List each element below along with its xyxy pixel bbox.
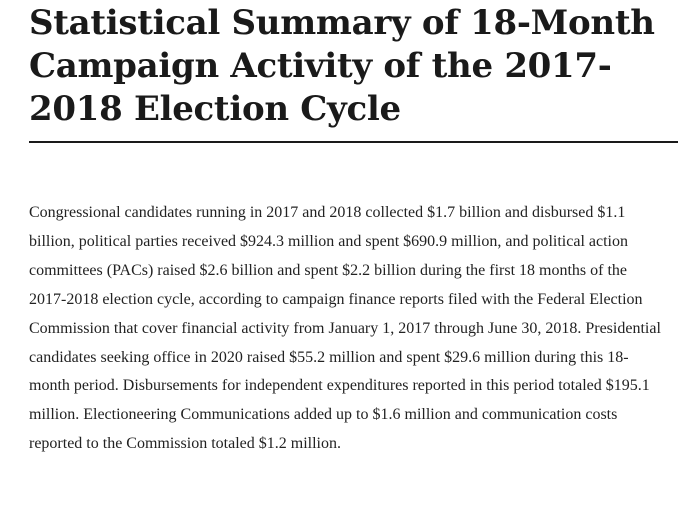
title-divider	[29, 141, 678, 143]
article-body: Congressional candidates running in 2017 and 2018 collected $1.7 billion and disbursed $1.1 billion, political parties received $924.3 million and spent $690.9 million, and political action committees (PACs) raised $2.6 billion and spent $2.2 billion during the first 18 months of the 2017-2018 election cycle, according to campaign finance reports filed with the Federal Election Commission that cover financial activity from January 1, 2017 through June 30, 2018. Presidential candidates seeking office in 2020 raised $55.2 million and spent $29.6 million during this 18-month period. Disbursements for independent expenditures reported in this period totaled $195.1 million. Electioneering Communications added up to $1.6 million and communication costs reported to the Commission totaled $1.2 million.	[29, 204, 661, 453]
page-title: Statistical Summary of 18-Month Campaign Activity of the 2017-2018 Election Cycle	[29, 3, 655, 129]
